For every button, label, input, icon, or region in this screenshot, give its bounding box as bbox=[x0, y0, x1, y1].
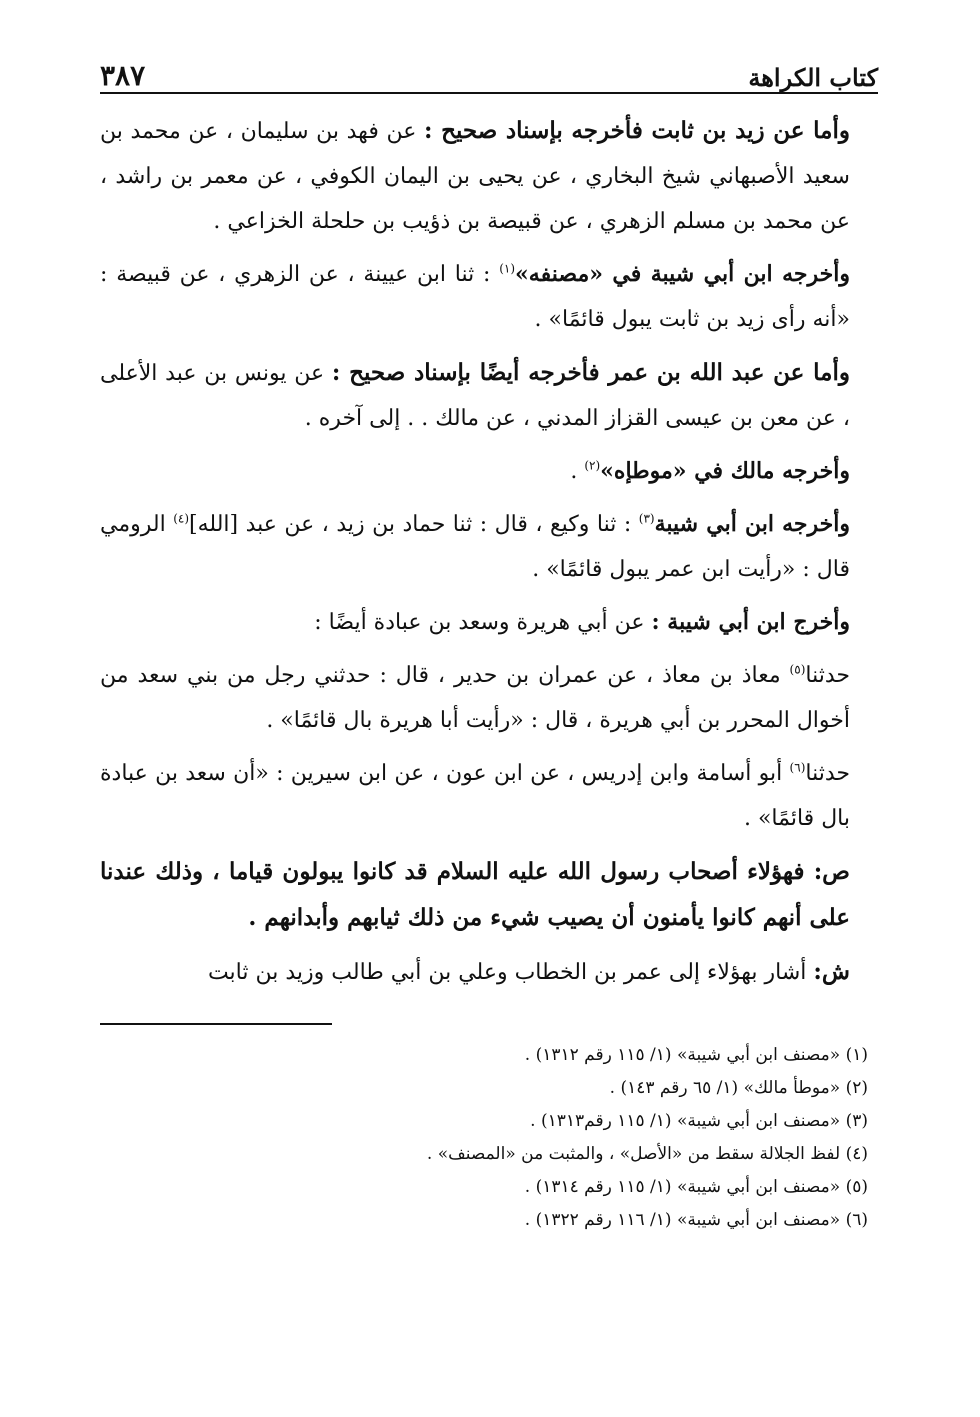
paragraph-lead: وأما عن عبد الله بن عمر فأخرجه أيضًا بإسناد صحيح : bbox=[331, 359, 850, 386]
paragraph-hadathana-1 bbox=[100, 653, 878, 743]
paragraph-lead: وأخرجه مالك في «موطإه» bbox=[600, 458, 850, 484]
footnotes bbox=[100, 1039, 878, 1237]
paragraph-lead: وأما عن زيد بن ثابت فأخرجه بإسناد صحيح : bbox=[423, 117, 850, 144]
footnote: (٣) «مصنف ابن أبي شيبة» (١/ ١١٥ رقم١٣١٣) . bbox=[530, 1111, 868, 1131]
footnote: (٢) «موطأ مالك» (١/ ٦٥ رقم ١٤٣) . bbox=[609, 1078, 868, 1098]
paragraph-lead: وأخرجه ابن أبي شيبة في «مصنفه» bbox=[515, 261, 850, 287]
paragraph-hadathana-2 bbox=[100, 751, 878, 841]
paragraph-text: الرومي قال : «رأيت ابن عمر يبول قائمًا» . bbox=[100, 512, 850, 582]
paragraph-ibn-abi-shayba-3 bbox=[100, 600, 878, 645]
footnote-ref: (٤) bbox=[173, 511, 190, 526]
chapter-title: كتاب الكراهة bbox=[748, 63, 878, 92]
page-number: ٣٨٧ bbox=[100, 59, 146, 92]
paragraph-text: . bbox=[570, 459, 585, 484]
footnote-ref: (٢) bbox=[584, 458, 601, 473]
paragraph-lead: وأخرج ابن أبي شيبة : bbox=[651, 609, 850, 635]
paragraph-lead: ص: فهؤلاء أصحاب رسول الله عليه السلام قد كانوا يبولون قياما ، وذلك عندنا على أنهم كانوا يأمنون أن يصيب شيء من ذلك ثيابهم وأبدانهم . bbox=[100, 858, 850, 931]
paragraph-lead: ش: bbox=[813, 958, 850, 985]
paragraph-zaid bbox=[100, 108, 878, 244]
paragraph-lead: وأخرجه ابن أبي شيبة bbox=[654, 511, 850, 537]
page-header bbox=[100, 48, 878, 94]
paragraph-text: عن أبي هريرة وسعد بن عبادة أيضًا : bbox=[314, 610, 652, 635]
paragraph-text: : ثنا وكيع ، قال : ثنا حماد بن زيد ، عن عبد [الله] bbox=[189, 512, 639, 537]
paragraph-text: : ثنا ابن عيينة ، عن الزهري ، عن قبيصة : «أنه رأى زيد بن ثابت يبول قائمًا» . bbox=[100, 262, 850, 332]
paragraph-ibn-abi-shayba-1 bbox=[100, 252, 878, 342]
footnote: (٦) «مصنف ابن أبي شيبة» (١/ ١١٦ رقم ١٣٢٢) . bbox=[524, 1210, 868, 1230]
paragraph-text: عن فهد بن سليمان ، عن محمد بن سعيد الأصبهاني شيخ البخاري ، عن يحيى بن اليمان الكوفي ، عن معمر بن راشد ، عن محمد بن مسلم الزهري ، عن قبيصة بن ذؤيب بن حلحلة الخزاعي . bbox=[100, 119, 850, 234]
footnote-separator bbox=[100, 1023, 332, 1025]
paragraph-sad bbox=[100, 849, 878, 941]
paragraph-text: حدثنا bbox=[805, 663, 850, 688]
paragraph-ibn-abi-shayba-2 bbox=[100, 502, 878, 592]
paragraph-text: معاذ بن معاذ ، عن عمران بن حدير ، قال : حدثني رجل من بني سعد من أخوال المحرر بن أبي هريرة ، قال : «رأيت أبا هريرة بال قائمًا» . bbox=[100, 663, 850, 733]
page bbox=[100, 48, 878, 1237]
footnote: (٥) «مصنف ابن أبي شيبة» (١/ ١١٥ رقم ١٣١٤) . bbox=[524, 1177, 868, 1197]
footnote: (٤) لفظ الجلالة سقط من «الأصل» ، والمثبت من «المصنف» . bbox=[426, 1144, 868, 1164]
paragraph-malik bbox=[100, 449, 878, 494]
footnote-ref: (٦) bbox=[789, 760, 806, 775]
paragraph-shin bbox=[100, 949, 878, 995]
footnote-ref: (١) bbox=[499, 261, 516, 276]
paragraph-text: عن يونس بن عبد الأعلى ، عن معن بن عيسى القزاز المدني ، عن مالك . . إلى آخره . bbox=[100, 361, 850, 431]
paragraph-text: أبو أسامة وابن إدريس ، عن ابن عون ، عن ابن سيرين : «أن سعد بن عبادة بال قائمًا» . bbox=[100, 761, 850, 831]
footnote-separator-wrap bbox=[100, 1023, 878, 1025]
footnote-ref: (٣) bbox=[638, 511, 655, 526]
paragraph-ibn-umar bbox=[100, 350, 878, 441]
footnote: (١) «مصنف ابن أبي شيبة» (١/ ١١٥ رقم ١٣١٢) . bbox=[524, 1045, 868, 1065]
paragraph-text: حدثنا bbox=[805, 761, 850, 786]
main-text bbox=[100, 108, 878, 995]
paragraph-text: أشار بهؤلاء إلى عمر بن الخطاب وعلي بن أبي طالب وزيد بن ثابت bbox=[207, 960, 814, 985]
footnote-ref: (٥) bbox=[789, 662, 806, 677]
